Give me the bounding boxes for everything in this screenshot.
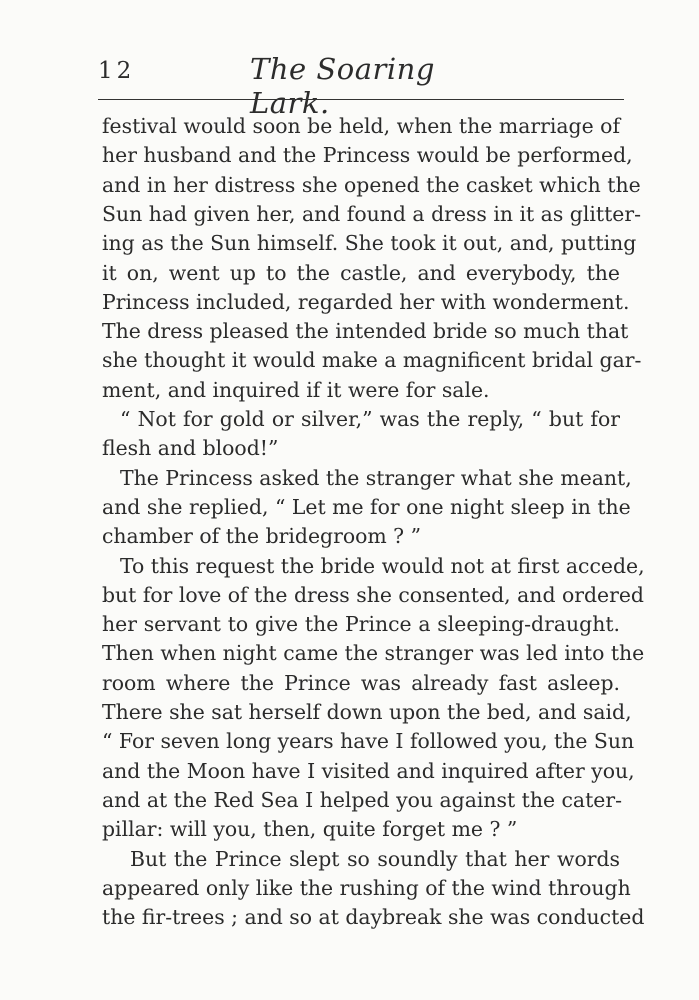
- text-line: her servant to give the Prince a sleeping-draught.: [102, 612, 620, 637]
- text-line: “ Not for gold or silver,” was the reply, “ but for: [120, 407, 620, 431]
- text-line: chamber of the bridegroom ? ”: [102, 524, 422, 549]
- text-line: The Princess asked the stranger what she meant,: [120, 465, 632, 490]
- text-line: ment, and inquired if it were for sale.: [102, 377, 490, 402]
- text-line: The dress pleased the intended bride so much that: [102, 319, 629, 344]
- text-line: There she sat herself down upon the bed, and said,: [102, 700, 632, 724]
- text-line: but for love of the dress she consented, and ordered: [102, 582, 644, 607]
- text-line: and she replied, “ Let me for one night sleep in the: [102, 494, 631, 519]
- text-line: and in her distress she opened the casket which the: [102, 172, 641, 197]
- text-line: “ For seven long years have I followed you, the Sun: [102, 729, 635, 754]
- text-line: her husband and the Princess would be performed,: [102, 143, 633, 168]
- text-line: appeared only like the rushing of the wind through: [102, 875, 631, 900]
- text-line: festival would soon be held, when the marriage of: [102, 114, 620, 138]
- text-line: it on, went up to the castle, and everybody, the: [102, 260, 620, 285]
- text-line: she thought it would make a magnificent bridal gar-: [102, 348, 642, 373]
- text-line: Then when night came the stranger was led into the: [102, 641, 645, 666]
- text-line: But the Prince slept so soundly that her words: [130, 846, 620, 871]
- text-line: pillar: will you, then, quite forget me ? ”: [102, 817, 518, 842]
- text-line: and at the Red Sea I helped you against the cater-: [102, 787, 622, 812]
- header-rule: [98, 99, 624, 100]
- text-line: To this request the bride would not at first accede,: [120, 553, 645, 578]
- text-line: room where the Prince was already fast asleep.: [102, 670, 620, 695]
- text-line: flesh and blood!”: [102, 436, 279, 461]
- text-line: the fir-trees ; and so at daybreak she was conducted: [102, 905, 645, 930]
- running-title: The Soaring Lark.: [250, 52, 435, 120]
- text-line: Sun had given her, and found a dress in it as glitter-: [102, 201, 641, 226]
- page-number: 12: [98, 58, 136, 84]
- text-line: and the Moon have I visited and inquired after you,: [102, 758, 635, 783]
- text-line: Princess included, regarded her with wonderment.: [102, 289, 630, 314]
- text-line: ing as the Sun himself. She took it out, and, putting: [102, 231, 637, 256]
